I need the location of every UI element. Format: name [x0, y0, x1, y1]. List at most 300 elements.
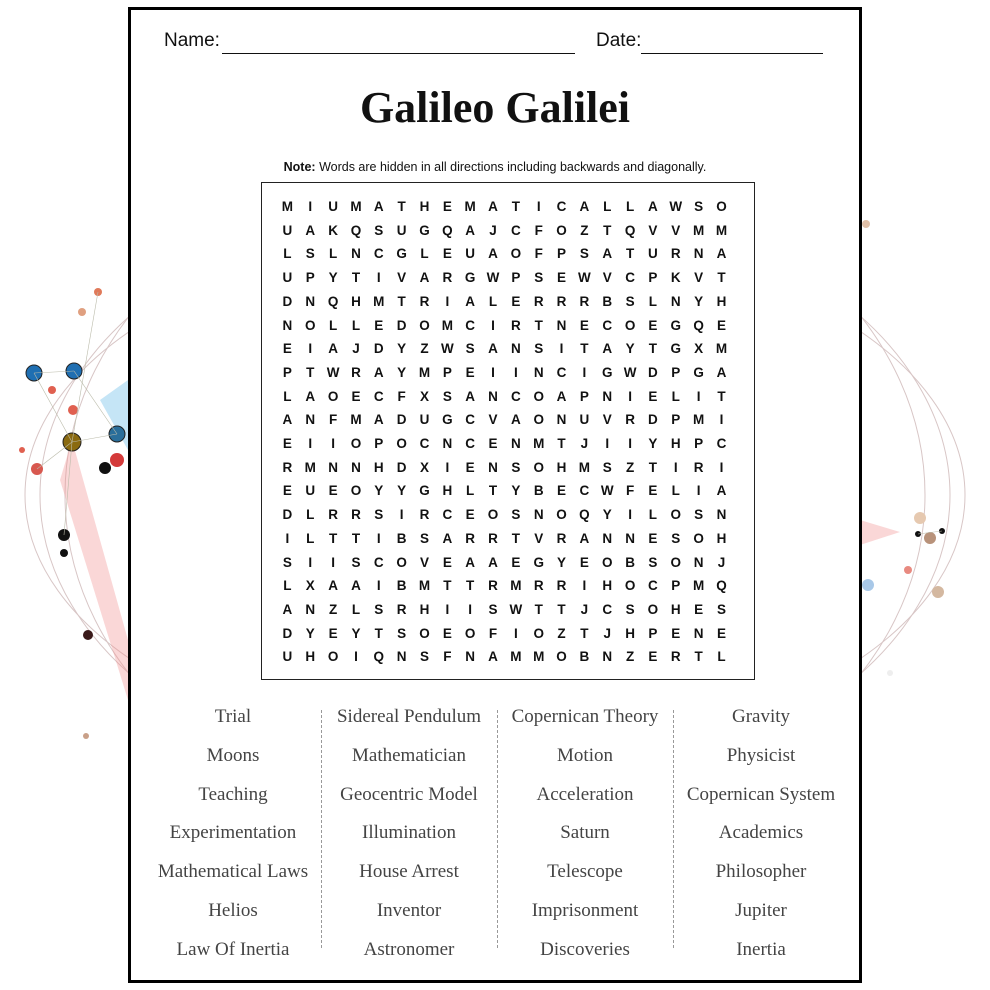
grid-letter: Q: [716, 578, 727, 594]
grid-letter: C: [602, 601, 613, 617]
grid-letter: Y: [694, 293, 704, 309]
grid-letter: H: [305, 649, 316, 665]
grid-letter: R: [465, 530, 476, 546]
grid-letter: V: [534, 530, 544, 546]
grid-letter: D: [648, 412, 658, 428]
grid-row: [276, 314, 733, 338]
grid-letter: T: [603, 222, 612, 238]
grid-letter: T: [557, 601, 566, 617]
grid-letter: D: [282, 507, 293, 523]
grid-letter: M: [692, 578, 705, 594]
grid-row: [276, 337, 733, 361]
grid-letter: A: [556, 388, 567, 404]
grid-letter: Y: [328, 270, 338, 286]
grid-letter: C: [465, 412, 476, 428]
grid-letter: C: [465, 317, 476, 333]
grid-letter: T: [534, 601, 543, 617]
grid-letter: S: [374, 222, 384, 238]
grid-letter: P: [374, 436, 384, 451]
grid-letter: A: [328, 578, 338, 594]
grid-letter: I: [513, 364, 518, 380]
grid-letter: S: [694, 199, 704, 214]
grid-letter: C: [373, 246, 384, 262]
grid-letter: L: [420, 246, 429, 262]
grid-letter: O: [601, 554, 613, 570]
grid-letter: O: [464, 625, 476, 641]
grid-letter: R: [351, 364, 361, 380]
grid-letter: R: [556, 293, 567, 309]
grid-letter: A: [488, 341, 498, 357]
grid-letter: S: [579, 246, 589, 262]
grid-letter: I: [582, 364, 587, 380]
grid-letter: E: [648, 317, 658, 333]
grid-letter: S: [374, 601, 384, 617]
grid-letter: Y: [511, 483, 521, 499]
grid-letter: O: [487, 507, 499, 523]
grid-letter: H: [716, 293, 727, 309]
grid-letter: U: [465, 246, 476, 262]
grid-letter: E: [374, 317, 384, 333]
grid-letter: A: [488, 649, 498, 665]
grid-letter: P: [648, 270, 658, 286]
grid-letter: A: [648, 199, 658, 214]
grid-letter: T: [397, 293, 406, 309]
grid-letter: G: [419, 222, 430, 238]
grid-letter: C: [716, 436, 727, 451]
grid-row: [276, 408, 733, 432]
grid-letter: C: [373, 554, 384, 570]
grid-letter: E: [557, 483, 567, 499]
grid-letter: W: [623, 364, 637, 380]
grid-letter: O: [533, 459, 544, 475]
grid-letter: M: [441, 317, 453, 333]
grid-letter: Y: [625, 341, 635, 357]
grid-letter: E: [511, 554, 521, 570]
grid-letter: T: [625, 246, 635, 262]
grid-letter: D: [282, 293, 293, 309]
grid-letter: E: [579, 317, 589, 333]
grid-letter: O: [305, 317, 316, 333]
grid-letter: K: [670, 270, 681, 286]
grid-letter: P: [671, 578, 681, 594]
grid-letter: R: [670, 649, 681, 665]
grid-letter: E: [648, 388, 658, 404]
grid-letter: O: [533, 388, 544, 404]
grid-letter: U: [328, 199, 338, 214]
grid-letter: I: [628, 436, 632, 451]
grid-letter: M: [464, 199, 476, 214]
grid-letter: U: [305, 483, 316, 499]
grid-letter: M: [533, 436, 545, 451]
instructions-note: [131, 160, 859, 174]
grid-letter: R: [328, 507, 338, 523]
grid-letter: I: [399, 507, 404, 523]
word-item: Inertia: [736, 938, 786, 960]
grid-letter: O: [419, 317, 430, 333]
grid-letter: O: [716, 199, 727, 214]
grid-letter: A: [282, 601, 293, 617]
grid-letter: T: [328, 530, 338, 546]
grid-letter: C: [556, 364, 567, 380]
grid-letter: S: [465, 341, 475, 357]
grid-letter: C: [510, 222, 521, 238]
grid-letter: A: [419, 270, 430, 286]
grid-letter: U: [579, 412, 590, 428]
grid-row: [276, 242, 733, 266]
grid-row: [276, 527, 733, 551]
grid-row: [276, 219, 733, 243]
grid-letter: A: [579, 530, 590, 546]
grid-letter: I: [673, 459, 678, 475]
grid-letter: P: [511, 270, 521, 286]
grid-letter: A: [305, 388, 316, 404]
grid-letter: I: [445, 293, 450, 309]
grid-letter: M: [692, 222, 705, 238]
grid-letter: O: [510, 246, 522, 262]
grid-letter: I: [628, 507, 632, 523]
grid-letter: V: [671, 222, 681, 238]
grid-letter: M: [350, 412, 362, 428]
word-item: Helios: [208, 900, 258, 921]
grid-letter: B: [579, 649, 590, 665]
grid-letter: P: [557, 246, 567, 262]
grid-letter: C: [602, 317, 613, 333]
grid-letter: M: [350, 199, 362, 214]
grid-letter: Y: [397, 483, 407, 499]
grid-letter: X: [305, 578, 315, 594]
grid-letter: L: [671, 483, 680, 499]
grid-letter: I: [582, 578, 587, 594]
grid-letter: I: [308, 436, 313, 451]
grid-letter: M: [510, 649, 522, 665]
grid-letter: N: [305, 412, 316, 428]
grid-letter: M: [715, 341, 728, 357]
grid-letter: L: [648, 293, 658, 309]
grid-letter: R: [488, 530, 498, 546]
grid-letter: F: [328, 412, 338, 428]
date-field-line[interactable]: [641, 53, 823, 54]
grid-letter: O: [556, 222, 567, 238]
grid-letter: E: [671, 625, 681, 641]
grid-letter: L: [488, 293, 498, 309]
grid-letter: W: [578, 270, 591, 286]
grid-letter: S: [602, 459, 612, 475]
grid-letter: H: [670, 601, 681, 617]
word-search-grid: [261, 182, 755, 680]
grid-letter: T: [717, 270, 726, 286]
grid-letter: E: [351, 388, 361, 404]
grid-row: [276, 432, 733, 456]
grid-letter: Y: [602, 507, 612, 523]
grid-letter: O: [396, 436, 407, 451]
grid-letter: N: [602, 388, 613, 404]
grid-letter: M: [692, 412, 705, 428]
grid-row: [276, 574, 733, 598]
grid-letter: S: [351, 554, 361, 570]
grid-letter: L: [283, 388, 292, 404]
grid-letter: I: [536, 199, 541, 214]
grid-letter: L: [283, 246, 292, 262]
grid-letter: I: [513, 625, 518, 641]
grid-letter: V: [602, 270, 612, 286]
grid-letter: F: [443, 649, 452, 665]
grid-letter: N: [442, 436, 453, 451]
grid-letter: I: [696, 483, 701, 499]
grid-letter: D: [373, 341, 384, 357]
grid-letter: W: [600, 483, 614, 499]
word-item: Astronomer: [363, 938, 455, 960]
grid-letter: O: [556, 649, 567, 665]
word-item: Inventor: [376, 900, 442, 921]
grid-letter: O: [670, 507, 682, 523]
grid-letter: Q: [579, 507, 590, 523]
grid-letter: H: [670, 436, 681, 451]
grid-letter: I: [468, 601, 473, 617]
grid-letter: W: [326, 364, 340, 380]
grid-letter: H: [556, 459, 567, 475]
grid-letter: C: [648, 578, 658, 594]
grid-letter: Q: [442, 222, 453, 238]
grid-letter: T: [580, 341, 589, 357]
grid-letter: H: [351, 293, 361, 309]
grid-letter: C: [442, 507, 453, 523]
grid-letter: R: [396, 601, 407, 617]
grid-letter: N: [510, 341, 521, 357]
grid-letter: A: [716, 483, 727, 499]
note-text: Words are hidden in all directions including backwards and diagonally.: [315, 160, 707, 174]
grid-letter: G: [442, 412, 453, 428]
grid-letter: Q: [624, 222, 636, 238]
page-title: Galileo Galilei: [359, 83, 631, 132]
grid-letter: A: [328, 341, 338, 357]
grid-letter: N: [556, 412, 567, 428]
grid-letter: D: [396, 459, 407, 475]
grid-letter: U: [282, 222, 293, 238]
name-label: Name:: [164, 30, 220, 51]
grid-letter: O: [556, 507, 567, 523]
word-item: Copernican Theory: [511, 706, 659, 727]
grid-letter: S: [625, 293, 635, 309]
grid-letter: I: [331, 554, 335, 570]
word-item: Sidereal Pendulum: [336, 706, 482, 727]
grid-letter: O: [327, 388, 339, 404]
grid-letter: A: [373, 199, 384, 214]
grid-letter: E: [465, 507, 475, 523]
grid-letter: X: [419, 459, 429, 475]
grid-row: [276, 266, 733, 290]
word-item: Philosopher: [715, 861, 807, 883]
grid-letter: R: [351, 507, 361, 523]
grid-letter: A: [282, 412, 293, 428]
grid-letter: Y: [397, 341, 407, 357]
grid-letter: I: [308, 341, 313, 357]
grid-letter: N: [465, 649, 476, 665]
grid-letter: Y: [305, 625, 315, 641]
grid-letter: D: [396, 412, 407, 428]
grid-letter: P: [694, 436, 704, 451]
grid-letter: M: [510, 578, 522, 594]
grid-letter: I: [445, 601, 450, 617]
grid-letter: I: [376, 578, 381, 594]
grid-letter: Y: [374, 483, 384, 499]
grid-letter: X: [419, 388, 429, 404]
grid-letter: L: [351, 601, 361, 617]
grid-letter: O: [533, 625, 544, 641]
grid-letter: M: [418, 578, 431, 594]
grid-letter: G: [601, 364, 613, 380]
grid-letter: E: [442, 625, 452, 641]
grid-row: [276, 195, 733, 219]
grid-letter: T: [717, 388, 726, 404]
grid-letter: M: [578, 459, 591, 475]
grid-letter: Q: [693, 317, 704, 333]
grid-letter: S: [419, 649, 429, 665]
grid-letter: N: [693, 625, 704, 641]
grid-letter: V: [602, 412, 612, 428]
grid-letter: Z: [625, 459, 635, 475]
grid-letter: I: [559, 341, 564, 357]
grid-letter: N: [488, 388, 498, 404]
grid-letter: G: [693, 364, 704, 380]
word-item: Moons: [206, 744, 260, 766]
grid-letter: L: [648, 507, 658, 523]
grid-letter: I: [308, 554, 313, 570]
grid-letter: T: [466, 578, 475, 594]
grid-letter: H: [373, 459, 384, 475]
word-item: Saturn: [560, 822, 610, 844]
grid-letter: F: [625, 483, 635, 499]
grid-letter: I: [696, 388, 701, 404]
grid-letter: S: [534, 270, 544, 286]
grid-letter: D: [648, 364, 658, 380]
grid-letter: U: [282, 649, 293, 665]
grid-letter: S: [511, 507, 521, 523]
grid-letter: V: [488, 412, 498, 428]
grid-letter: C: [556, 199, 567, 214]
grid-letter: R: [556, 530, 567, 546]
grid-letter: L: [466, 483, 475, 499]
grid-letter: Y: [351, 625, 361, 641]
grid-letter: C: [373, 388, 384, 404]
grid-letter: O: [327, 649, 339, 665]
grid-row: [276, 551, 733, 575]
grid-letter: P: [579, 388, 589, 404]
grid-letter: E: [648, 649, 658, 665]
grid-letter: M: [533, 649, 545, 665]
grid-letter: F: [397, 388, 406, 404]
grid-letter: O: [670, 554, 682, 570]
grid-letter: A: [465, 554, 476, 570]
grid-letter: Z: [328, 601, 338, 617]
grid-letter: A: [602, 341, 613, 357]
grid-letter: L: [717, 649, 726, 665]
grid-letter: T: [351, 530, 361, 546]
grid-letter: P: [671, 364, 681, 380]
grid-letter: L: [351, 317, 361, 333]
grid-letter: N: [693, 246, 704, 262]
date-label: Date:: [596, 30, 642, 51]
grid-letter: R: [556, 578, 567, 594]
grid-letter: W: [440, 341, 454, 357]
grid-letter: I: [628, 388, 632, 404]
grid-letter: R: [442, 270, 453, 286]
grid-letter: N: [533, 507, 544, 523]
grid-row: [276, 385, 733, 409]
grid-letter: E: [579, 554, 589, 570]
grid-letter: S: [419, 530, 429, 546]
grid-letter: B: [602, 293, 613, 309]
grid-letter: N: [670, 293, 681, 309]
grid-letter: L: [306, 507, 315, 523]
grid-letter: E: [488, 436, 498, 451]
grid-letter: R: [419, 507, 430, 523]
grid-letter: B: [533, 483, 544, 499]
word-item: Illumination: [362, 822, 456, 844]
grid-letter: I: [376, 530, 381, 546]
grid-letter: I: [491, 317, 495, 333]
grid-letter: N: [351, 246, 361, 262]
grid-letter: S: [671, 530, 681, 546]
name-field-line[interactable]: [222, 53, 575, 54]
grid-letter: N: [396, 649, 407, 665]
grid-letter: Y: [648, 436, 658, 451]
grid-letter: A: [488, 554, 498, 570]
grid-letter: O: [624, 317, 636, 333]
grid-letter: P: [282, 364, 292, 380]
grid-letter: G: [670, 341, 682, 357]
grid-letter: V: [397, 270, 407, 286]
word-item: Trial: [214, 706, 252, 727]
grid-letter: P: [442, 364, 452, 380]
word-item: Acceleration: [536, 783, 634, 805]
grid-letter: R: [693, 459, 704, 475]
grid-letter: A: [305, 222, 316, 238]
grid-letter: E: [694, 601, 704, 617]
grid-letter: L: [283, 578, 292, 594]
note-label: Note:: [283, 160, 316, 174]
grid-letter: G: [670, 317, 682, 333]
grid-letter: T: [534, 317, 543, 333]
grid-letter: N: [488, 459, 498, 475]
grid-letter: C: [419, 436, 430, 451]
grid-letter: M: [304, 459, 316, 475]
grid-letter: J: [352, 341, 360, 357]
grid-letter: N: [693, 554, 704, 570]
grid-letter: E: [282, 483, 292, 499]
grid-letter: N: [282, 317, 293, 333]
grid-letter: S: [282, 554, 292, 570]
grid-letter: V: [419, 554, 429, 570]
grid-letter: I: [491, 364, 495, 380]
grid-letter: E: [282, 436, 292, 451]
grid-letter: R: [533, 578, 544, 594]
grid-letter: C: [465, 436, 476, 451]
grid-letter: T: [306, 364, 315, 380]
grid-letter: H: [625, 625, 635, 641]
grid-row: [276, 290, 733, 314]
grid-letter: A: [373, 412, 384, 428]
grid-letter: S: [534, 341, 544, 357]
grid-letter: J: [717, 554, 726, 570]
grid-letter: N: [533, 364, 544, 380]
grid-letter: E: [442, 554, 452, 570]
grid-letter: H: [716, 530, 727, 546]
grid-letter: U: [648, 246, 658, 262]
word-item: Motion: [557, 744, 613, 766]
grid-letter: L: [328, 317, 338, 333]
grid-letter: N: [716, 507, 727, 523]
grid-letter: I: [331, 436, 335, 451]
